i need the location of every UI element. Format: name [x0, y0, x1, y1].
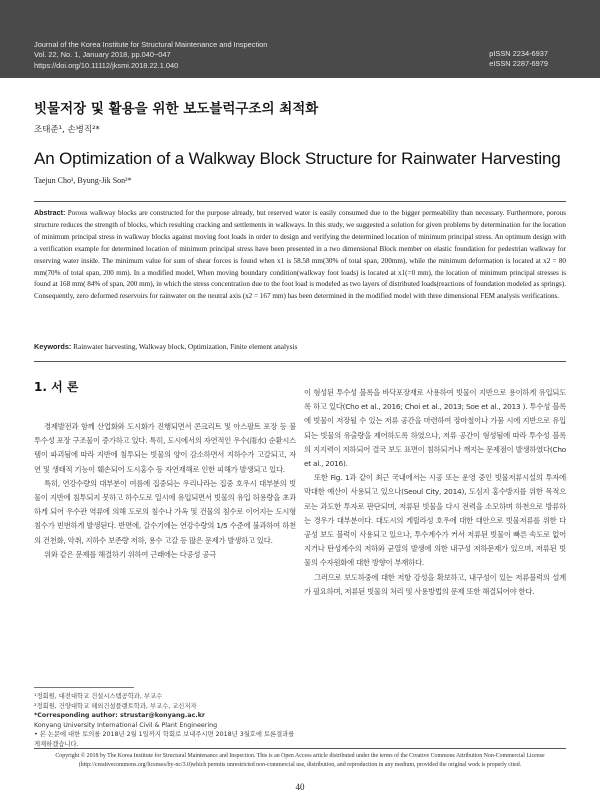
eissn: eISSN 2287-6979: [489, 59, 548, 69]
divider-top: [34, 201, 566, 202]
title-english: An Optimization of a Walkway Block Structure for Rainwater Harvesting: [34, 149, 561, 168]
journal-header: [0, 0, 600, 78]
page-number: 40: [295, 782, 305, 792]
paragraph: 위와 같은 문제를 해결하기 위하여 근래에는 다공성 공극: [44, 549, 217, 559]
title-korean: 빗물저장 및 활용을 위한 보도블럭구조의 최적화: [34, 101, 319, 117]
footnote-divider: [34, 687, 134, 688]
journal-volume: Vol. 22, No. 1, January 2018, pp.040~047: [34, 50, 171, 60]
authors-english: Taejun Cho¹, Byung-Jik Son²*: [34, 176, 132, 185]
paragraph: 이 형성된 투수성 블록을 바닥포장재로 사용하여 빗물이 지반으로 용이하게 유입되도록 하고 있다(Cho et al., 2016; Choi et al., 2013; Soe et al., 2013 ). 투수성 블록에 빗물이 저장될 수 있는 저류 공간을 마련하여 장마철이나 가뭄 시에 지반으로 유입되는 빗물의 유출량을 제어하도록 하였으나, 저류 공간이 형성됨에 따라 투수성 블록의 지지력이 저하되어 결국 보도 표면이 침하되거나 깨지는 문제점이 발생하였다(Cho et al., 2016).: [304, 388, 566, 469]
footnote: ²정회원, 건양대학교 해외건설플랜트학과, 부교수, 교신저자: [34, 702, 197, 710]
keywords-label: Keywords:: [34, 342, 72, 351]
doi-link[interactable]: https://doi.org/10.11112/jksmi.2018.22.1.040: [34, 60, 179, 70]
left-column: [34, 420, 296, 562]
keywords-text: Rainwater harvesting, Walkway block, Optimization, Finite element analysis: [73, 342, 298, 351]
paragraph: 특히, 연강수량의 대부분이 여름에 집중되는 우리나라는 집중 호우시 대부분의 빗물이 지반에 침투되지 못하고 하수도로 일시에 유입되면서 빗물의 유입 허용량을 초과하게 되어 우수관 역류에 의해 도로의 침수나 가옥 및 건물의 침수로 이어지는 도시형 침수가 빈번하게 발생된다. 반면에, 갈수기에는 연강수량의 1/5 수준에 불과하여 하천의 건천화, 악취, 지하수 보존량 저하, 용수 고갈 등 많은 문제가 발생하고 있다.: [34, 478, 296, 545]
issn-block: [489, 49, 548, 69]
right-column: [304, 386, 566, 599]
copyright-notice: Copyright © 2018 by The Korea Institute for Structural Maintenance and Inspection. This is an Open Access article distributed under the terms of the Creative Commons Attribution Non-Commercial License (http://creativecommons.org/licenses/by-nc/3.0)which permits unrestricted non-commercial use, distribution, and reproduction in any medium, provided the original work is properly cited.: [55, 753, 545, 768]
authors-korean: 조태준¹, 손병직²*: [34, 125, 100, 135]
divider-footer: [34, 748, 566, 749]
journal-info: [34, 40, 267, 71]
abstract-text: Porous walkway blocks are constructed for the purpose already, but reserved water is easily consumed due to the bigger permeability than necessary. Furthermore, porous structure reduces the strength of blocks, which resulting cracking and settlements in walkways. In this study, we suggested a solution for given problems by determination for the location of minimum principal stress in walkway blocks against moving foot loads in order to design and verifying the determined location of minimum principal stress. An optimum design with a verification example for determined location of minimum principal stress have been presented in a two dimensional Block member on elastic foundation for pedestrian walkway for reserving water inside. The minimum value for sum of shear forces is found when x1 is 58.58 mm(30% of total span, 200mm), while the minimum deformation is located at x2 = 80 mm(70% of total span, 200 mm). In a modified model, When moving boundary condition(walkway foot loads) is located at x1(=0 mm), the location of minimum principal stresses is found at 168 mm( 84% of span, 200 mm), in which the stress concentration due to the foot load is modeled as two layers of distributed loads(reactions of foundation modeled as springs). Consequently, zero deformed reservoirs for rainwater on the neutral axis (x2 = 167 mm) has been determined in the modified model with three dimensional FEM analysis verifications.: [34, 209, 566, 301]
footnote: • 본 논문에 대한 토의를 2018년 2월 1일까지 학회로 보내주시면 2018년 3월호에 토론결과를 게재하겠습니다.: [34, 731, 295, 748]
keywords: [34, 342, 566, 351]
footnote: Konyang University International Civil & Plant Engineering: [34, 721, 218, 729]
abstract: [34, 208, 566, 303]
paragraph: 그러므로 보도하중에 대한 저항 강성을 확보하고, 내구성이 있는 저류블럭의 설계가 필요하며, 저류된 빗물의 처리 및 사용방법의 문제 또한 해결되어야 한다.: [304, 572, 566, 596]
footnotes: [34, 692, 296, 750]
pissn: pISSN 2234-6937: [489, 49, 548, 58]
footnote-corresponding: *Corresponding author: strustar@konyang.ac.kr: [34, 712, 205, 720]
abstract-label: Abstract:: [34, 209, 66, 217]
footnote: ¹정회원, 대전대학교 건설시스템공학과, 부교수: [34, 693, 163, 700]
paragraph: 또한 Fig. 1과 같이 최근 국내에서는 시공 또는 운영 중인 빗물저류시설의 투자에 막대한 예산이 사용되고 있으나(Seoul City, 2014), 도심지 홍수방지를 위한 목적으로는 과도한 투자로 판단되며, 저류된 빗물을 다시 전력을 소모하며 하천으로 방류하는 경우가 대부분이다. 대도시의 게릴라성 호우에 대한 대안으로 빗물저류를 위한 다공성 보도 블럭이 사용되고 있으나, 투수계수가 커서 저류된 빗물이 빠른 속도로 없어지거나 탄성계수의 저하와 균열의 발생에 의한 내구성 저하문제가 있으며, 저류된 빗물의 수자원화에 대한 방향이 부재하다.: [304, 473, 566, 568]
section-heading: 1. 서 론: [34, 380, 79, 394]
paragraph: 경제발전과 함께 산업화와 도시화가 진행되면서 콘크리트 및 아스팔트 포장 등 불투수성 포장 구조물이 증가하고 있다. 특히, 도시에서의 자연적인 우수(雨水) 순환시스템이 파괴됨에 따라 지반에 침투되는 빗물의 양이 감소하면서 지하수가 고갈되고, 자연 및 생태적 기능이 훼손되어 도시홍수 등 자연재해로 인한 피해가 발생되고 있다.: [34, 422, 296, 474]
divider-bottom: [34, 361, 566, 362]
journal-name: Journal of the Korea Institute for Structural Maintenance and Inspection: [34, 40, 268, 49]
